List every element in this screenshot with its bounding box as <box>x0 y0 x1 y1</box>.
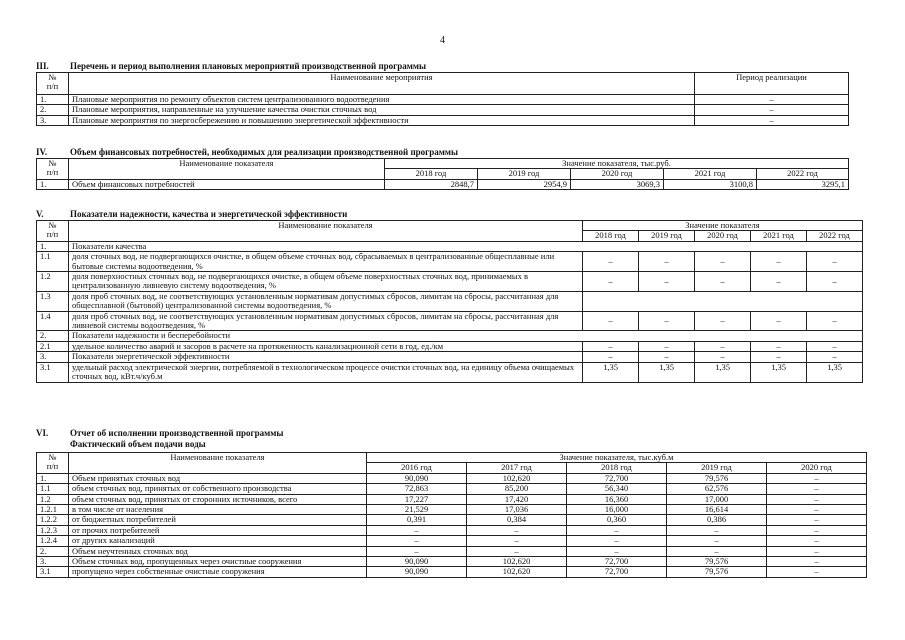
value-cell: 1,35 <box>807 362 863 382</box>
value-cell: – <box>751 252 807 272</box>
table-row <box>37 546 867 556</box>
row-num: 1. <box>37 241 69 251</box>
value-cell: 3100,8 <box>664 179 757 189</box>
header-name: Наименование показателя <box>69 453 367 474</box>
value-cell: – <box>567 536 667 546</box>
value-cell <box>583 291 863 311</box>
value-cell: – <box>695 252 751 272</box>
table-row <box>37 341 863 351</box>
year-header: 2018 год <box>385 169 478 179</box>
row-period: – <box>695 115 849 125</box>
value-cell: 102,620 <box>467 557 567 567</box>
row-num: 3. <box>37 115 69 125</box>
value-cell: – <box>567 546 667 556</box>
section-4-heading <box>36 147 458 157</box>
row-name: объем сточных вод, принятых от собственного производства <box>69 484 367 494</box>
value-cell: – <box>807 311 863 331</box>
value-cell: 56,340 <box>567 484 667 494</box>
value-cell: – <box>767 473 867 483</box>
table-row <box>37 291 863 311</box>
value-cell: – <box>583 341 639 351</box>
value-cell: 0,386 <box>667 515 767 525</box>
value-cell: – <box>667 525 767 535</box>
row-num: 1.2.3 <box>37 525 69 535</box>
table-row <box>37 505 867 515</box>
table-row <box>37 95 849 105</box>
row-name: Плановые мероприятия по энергосбережению и повышению энергетической эффективности <box>69 115 695 125</box>
year-header: 2020 год <box>695 231 751 241</box>
value-cell: – <box>751 341 807 351</box>
value-cell: 17,036 <box>467 505 567 515</box>
row-num: 1. <box>37 179 69 189</box>
row-num: 3. <box>37 557 69 567</box>
row-name: от бюджетных потребителей <box>69 515 367 525</box>
row-num: 1.3 <box>37 291 69 311</box>
value-cell: 3069,3 <box>571 179 664 189</box>
value-cell: – <box>667 546 767 556</box>
value-cell: – <box>751 311 807 331</box>
row-name: в том числе от населения <box>69 505 367 515</box>
value-cell: 2954,9 <box>478 179 571 189</box>
row-num: 1.4 <box>37 311 69 331</box>
value-cell: 72,700 <box>567 473 667 483</box>
row-name: Показатели качества <box>69 241 863 251</box>
row-num: 2. <box>37 331 69 341</box>
value-cell: – <box>639 311 695 331</box>
table-row <box>37 179 849 189</box>
value-cell: – <box>767 546 867 556</box>
table-row <box>37 241 863 251</box>
section-title: Отчет об исполнении производственной программы <box>70 428 284 438</box>
value-cell: 79,576 <box>667 567 767 577</box>
row-name: доля проб сточных вод, не соответствующих установленным нормативам допустимых сбросов, лимитам на сбросы, рассчитанная для ливневой системы водоотведения, % <box>69 311 583 331</box>
section-5-heading <box>36 209 347 219</box>
value-cell: 17,420 <box>467 494 567 504</box>
row-name: пропущено через собственные очистные сооружения <box>69 567 367 577</box>
value-cell: – <box>639 352 695 362</box>
row-name: Объем неучтенных сточных вод <box>69 546 367 556</box>
year-header: 2021 год <box>751 231 807 241</box>
value-cell: 102,620 <box>467 567 567 577</box>
value-cell: 102,620 <box>467 473 567 483</box>
value-cell: – <box>767 515 867 525</box>
value-cell: – <box>767 567 867 577</box>
value-cell: – <box>583 311 639 331</box>
row-name: Объем финансовых потребностей <box>69 179 385 189</box>
header-num: № п/п <box>37 159 69 180</box>
row-num: 1.1 <box>37 484 69 494</box>
row-num: 3.1 <box>37 567 69 577</box>
section-number: III. <box>36 61 49 71</box>
row-period: – <box>695 95 849 105</box>
value-cell: – <box>467 536 567 546</box>
value-cell: – <box>767 536 867 546</box>
table-row <box>37 272 863 292</box>
row-name: объем сточных вод, принятых от сторонних источников, всего <box>69 494 367 504</box>
value-cell: 21,529 <box>367 505 467 515</box>
value-cell: – <box>751 352 807 362</box>
row-num: 1. <box>37 95 69 105</box>
value-cell: 16,000 <box>567 505 667 515</box>
value-cell: – <box>367 546 467 556</box>
value-cell: 17,000 <box>667 494 767 504</box>
value-cell: – <box>667 536 767 546</box>
value-cell: 17,227 <box>367 494 467 504</box>
value-cell: – <box>767 484 867 494</box>
row-name: удельный расход электрической энергии, потребляемой в технологическом процессе очистки сточных вод, на единицу объема очищаемых сточных вод, кВт.ч/куб.м <box>69 362 583 382</box>
year-header: 2018 год <box>567 463 667 473</box>
year-header: 2016 год <box>367 463 467 473</box>
value-cell: 85,200 <box>467 484 567 494</box>
value-cell: 90,090 <box>367 557 467 567</box>
value-cell: 1,35 <box>639 362 695 382</box>
section-3-heading <box>36 61 426 71</box>
table-row <box>37 515 867 525</box>
value-cell: – <box>767 505 867 515</box>
row-num: 1.2.2 <box>37 515 69 525</box>
year-header: 2018 год <box>583 231 639 241</box>
value-cell: – <box>695 341 751 351</box>
row-name: доля сточных вод, не подвергающихся очистке, в общем объеме сточных вод, сбрасываемых в централизованные общесплавные или бытовые системы водоотведения, % <box>69 252 583 272</box>
value-cell: – <box>807 252 863 272</box>
planned-measures-table <box>36 72 849 126</box>
year-header: 2021 год <box>664 169 757 179</box>
value-cell: 1,35 <box>751 362 807 382</box>
header-num: № п/п <box>37 221 69 242</box>
table-row <box>37 311 863 331</box>
table-row <box>37 105 849 115</box>
value-cell: 72,700 <box>567 567 667 577</box>
value-cell: 79,576 <box>667 557 767 567</box>
row-name: от других канализаций <box>69 536 367 546</box>
row-num: 3.1 <box>37 362 69 382</box>
value-cell: – <box>807 352 863 362</box>
value-cell: 2848,7 <box>385 179 478 189</box>
row-num: 1. <box>37 473 69 483</box>
section-6-subtitle: Фактический объем подачи воды <box>70 439 206 449</box>
section-title: Перечень и период выполнения плановых мероприятий производственной программы <box>70 61 427 71</box>
row-num: 3. <box>37 352 69 362</box>
section-title: Объем финансовых потребностей, необходимых для реализации производственной программы <box>70 147 459 157</box>
page-number: 4 <box>440 35 445 46</box>
value-cell: 0,360 <box>567 515 667 525</box>
table-row <box>37 536 867 546</box>
table-row <box>37 352 863 362</box>
value-cell: 90,090 <box>367 473 467 483</box>
program-report-table <box>36 452 867 578</box>
row-num: 2.1 <box>37 341 69 351</box>
header-period: Период реализации <box>695 73 849 95</box>
year-header: 2019 год <box>639 231 695 241</box>
value-cell: – <box>639 272 695 292</box>
row-num: 1.2.1 <box>37 505 69 515</box>
value-cell: – <box>583 252 639 272</box>
value-cell: 1,35 <box>695 362 751 382</box>
header-value: Значение показателя <box>583 221 863 231</box>
financial-needs-table <box>36 158 849 190</box>
value-cell: 16,360 <box>567 494 667 504</box>
year-header: 2022 год <box>807 231 863 241</box>
row-name: Плановые мероприятия, направленные на улучшение качества очистки сточных вод <box>69 105 695 115</box>
value-cell: 16,614 <box>667 505 767 515</box>
table-row <box>37 494 867 504</box>
table-row <box>37 252 863 272</box>
value-cell: – <box>767 557 867 567</box>
row-num: 1.2 <box>37 494 69 504</box>
value-cell: 1,35 <box>583 362 639 382</box>
row-num: 2. <box>37 546 69 556</box>
value-cell: – <box>467 525 567 535</box>
value-cell: 79,576 <box>667 473 767 483</box>
section-number: V. <box>36 209 44 219</box>
value-cell: – <box>767 494 867 504</box>
value-cell: – <box>639 252 695 272</box>
value-cell: – <box>367 525 467 535</box>
value-cell: 72,863 <box>367 484 467 494</box>
section-6-heading <box>36 428 283 438</box>
table-row <box>37 331 863 341</box>
value-cell: – <box>807 341 863 351</box>
value-cell: – <box>695 272 751 292</box>
row-name: доля поверхностных сточных вод, не подвергающихся очистке, в общем объеме поверхностных сточных вод, принимаемых в централизованную ливневую систему водоотведения, % <box>69 272 583 292</box>
header-value: Значение показателя, тыс.руб. <box>385 159 849 169</box>
value-cell: – <box>751 272 807 292</box>
row-name: Объем принятых сточных вод <box>69 473 367 483</box>
value-cell: – <box>695 311 751 331</box>
value-cell: – <box>583 272 639 292</box>
value-cell: 72,700 <box>567 557 667 567</box>
header-num: № п/п <box>37 73 69 95</box>
row-name: от прочих потребителей <box>69 525 367 535</box>
section-title: Показатели надежности, качества и энергетической эффективности <box>70 209 348 219</box>
value-cell: 0,391 <box>367 515 467 525</box>
year-header: 2019 год <box>478 169 571 179</box>
year-header: 2020 год <box>767 463 867 473</box>
value-cell: – <box>367 536 467 546</box>
table-row <box>37 473 867 483</box>
header-num: № п/п <box>37 453 69 474</box>
value-cell: 3295,1 <box>757 179 849 189</box>
row-num: 1.2 <box>37 272 69 292</box>
value-cell: – <box>567 525 667 535</box>
row-period: – <box>695 105 849 115</box>
year-header: 2019 год <box>667 463 767 473</box>
table-row <box>37 362 863 382</box>
reliability-table <box>36 220 863 383</box>
year-header: 2022 год <box>757 169 849 179</box>
value-cell: 90,090 <box>367 567 467 577</box>
table-row <box>37 525 867 535</box>
row-name: удельное количество аварий и засоров в расчете на протяженность канализационной сети в год, ед./км <box>69 341 583 351</box>
table-row <box>37 557 867 567</box>
table-row <box>37 484 867 494</box>
row-name: Плановые мероприятия по ремонту объектов систем централизованного водоотведения <box>69 95 695 105</box>
section-number: IV. <box>36 147 48 157</box>
row-num: 1.1 <box>37 252 69 272</box>
value-cell: 0,384 <box>467 515 567 525</box>
value-cell: – <box>583 352 639 362</box>
value-cell: – <box>767 525 867 535</box>
value-cell: 62,576 <box>667 484 767 494</box>
header-name: Наименование мероприятия <box>69 73 695 95</box>
row-name: доля проб сточных вод, не соответствующих установленным нормативам допустимых сбросов, лимитам на сбросы, рассчитанная для общесплавной (бытовой) централизованной системы водоотведения, % <box>69 291 583 311</box>
value-cell: – <box>807 272 863 292</box>
row-name: Показатели надежности и бесперебойности <box>69 331 863 341</box>
row-num: 1.2.4 <box>37 536 69 546</box>
value-cell: – <box>695 352 751 362</box>
row-num: 2. <box>37 105 69 115</box>
year-header: 2020 год <box>571 169 664 179</box>
section-number: VI. <box>36 428 49 438</box>
header-value: Значение показателя, тыс.куб.м <box>367 453 867 463</box>
table-row <box>37 567 867 577</box>
row-name: Показатели энергетической эффективности <box>69 352 583 362</box>
row-name: Объем сточных вод, пропущенных через очистные сооружения <box>69 557 367 567</box>
value-cell: – <box>639 341 695 351</box>
value-cell: – <box>467 546 567 556</box>
header-name: Наименование показателя <box>69 221 583 242</box>
table-row <box>37 115 849 125</box>
year-header: 2017 год <box>467 463 567 473</box>
header-name: Наименование показателя <box>69 159 385 180</box>
